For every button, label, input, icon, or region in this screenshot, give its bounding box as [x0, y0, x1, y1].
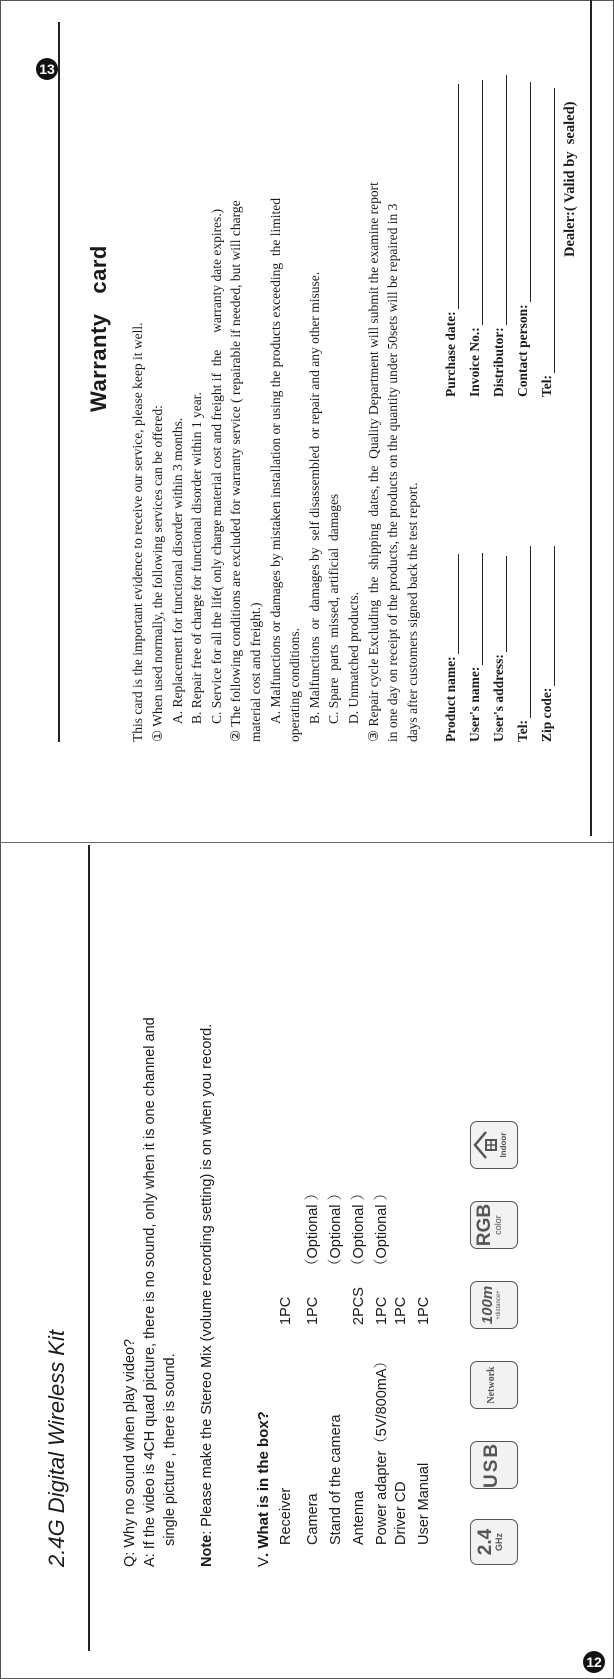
box-item-name: Receiver [278, 1487, 294, 1545]
box-item-qty: 1PC [305, 1296, 321, 1325]
box-item-name: Antenna [351, 1490, 367, 1545]
indoor-logo-icon: Indoor [470, 1121, 518, 1169]
contact-person-field: Contact person: [515, 82, 531, 397]
page-number-12: 12 [583, 1651, 605, 1673]
box-item [347, 1025, 368, 1545]
manual-page-12 [0, 843, 614, 1679]
box-item [278, 1025, 294, 1545]
page-number-13: 13 [36, 58, 58, 80]
distance-logo-icon: 100m +distance+ [470, 1281, 518, 1329]
box-item-note: （Optional ） [305, 1185, 321, 1273]
warranty-clause-3: ③ Repair cycle Excluding the shipping dates, the Quality Department will submit the examine report [366, 182, 381, 742]
bottom-rule [590, 0, 592, 836]
box-section-title [255, 1411, 272, 1567]
warranty-clause-3-cont-1: in one day on receipt of the products, the products on the quantity under 50sets will be repaired in 3 [385, 203, 400, 742]
box-item-name: Driver CD [393, 1481, 409, 1545]
warranty-clause-1: ① When used normally, the following services can be offered: [150, 405, 165, 742]
warranty-clause-2a: A. Malfunctions or damages by mistaken installation or using the products exceeding the limited [268, 197, 283, 724]
warranty-clause-1a: A. Replacement for functional disorder within 3 months. [170, 417, 185, 724]
users-name-field: User's name: [467, 553, 483, 742]
box-item-name: Stand of the camera [328, 1414, 344, 1545]
tel-field: Tel: [515, 546, 531, 742]
box-item-qty: 1PC [374, 1296, 390, 1325]
box-item [416, 1025, 432, 1545]
warranty-clause-1b: B. Repair free of charge for functional disorder within 1 year. [189, 392, 204, 724]
kit-title: 2.4G Digital Wireless Kit [44, 1330, 69, 1567]
top-rule [58, 22, 60, 742]
warranty-title: Warranty card [86, 245, 111, 412]
dealer-seal-label: Dealer:( Valid by sealed) [562, 101, 578, 257]
field-line [468, 553, 483, 665]
box-item-note: （Optional ） [328, 1185, 344, 1273]
box-item-qty: 1PC [416, 1296, 432, 1325]
box-item-name: Power adapter（5V/800mA） [374, 1353, 390, 1545]
box-item-note: （Optional ） [374, 1185, 390, 1273]
distributor-field: Distributor: [491, 75, 507, 397]
field-line [492, 556, 507, 652]
ghz-logo-icon: 2.4 GHz [470, 1519, 518, 1565]
box-item-name: Camera [305, 1493, 321, 1545]
box-item [370, 1025, 391, 1545]
box-section-heading: . What is in the box? [255, 1411, 272, 1557]
note-label: Note [199, 1534, 215, 1567]
warranty-clause-2d: D. Unmatched products. [346, 592, 361, 724]
box-item [393, 1025, 409, 1545]
usb-logo-icon: USB [470, 1441, 518, 1489]
purchase-date-field: Purchase date: [443, 84, 459, 397]
box-section-numeral: V [255, 1556, 272, 1567]
faq-answer-line-1: A: If the video is 4CH quad picture, there is no sound, only when it is one channel and [142, 1017, 158, 1567]
zip-code-field: Zip code: [539, 546, 555, 742]
box-item-qty: 1PC [393, 1296, 409, 1325]
field-line [444, 554, 459, 654]
faq-answer-line-2: single picture , there is sound. [162, 1353, 178, 1546]
users-address-field: User's address: [491, 556, 507, 742]
box-item-qty: 2PCS [351, 1287, 367, 1325]
faq-question: Q: Why no sound when play video? [122, 1338, 138, 1567]
rgb-logo-icon: RGB color [470, 1201, 518, 1249]
warranty-intro: This card is the important evidence to receive our service, please keep it well. [130, 322, 145, 742]
warranty-clause-2: ② The following conditions are excluded for warranty service ( repairable if needed, but will charge [228, 200, 243, 742]
note [197, 1024, 217, 1567]
title-rule [88, 845, 90, 1651]
warranty-clause-1c: C. Service for all the life( only charge material cost and freight if the warranty date expires.) [209, 208, 224, 724]
note-text: : Please make the Stereo Mix (volume recording setting) is on when you record. [199, 1023, 215, 1535]
field-line [492, 75, 507, 325]
house-icon [473, 1130, 499, 1160]
box-item-note: （Optional ） [351, 1185, 367, 1273]
field-line [444, 84, 459, 309]
field-line [516, 82, 531, 302]
field-line [540, 546, 555, 686]
box-item-qty: 1PC [278, 1296, 294, 1325]
warranty-clause-2a-cont: operating conditions. [287, 628, 302, 742]
box-item [324, 1025, 345, 1545]
box-item-name: User Manual [416, 1462, 432, 1545]
warranty-clause-2-cont: material cost and freight.) [248, 602, 263, 742]
product-name-field: Product name: [443, 554, 459, 742]
invoice-no-field: Invoice No.: [467, 80, 483, 397]
dealer-tel-field: Tel: [539, 88, 555, 397]
warranty-clause-2c: C. Spare parts missed, artificial damages [326, 493, 341, 724]
warranty-clause-3-cont-2: days after customers signed back the test report. [405, 482, 420, 742]
network-logo-icon: Network [470, 1361, 518, 1409]
field-line [468, 80, 483, 325]
warranty-clause-2b: B. Malfunctions or damages by self disassembled or repair and any other misuse. [307, 271, 322, 724]
field-line [516, 546, 531, 718]
box-item [301, 1025, 322, 1545]
field-line [540, 88, 555, 373]
